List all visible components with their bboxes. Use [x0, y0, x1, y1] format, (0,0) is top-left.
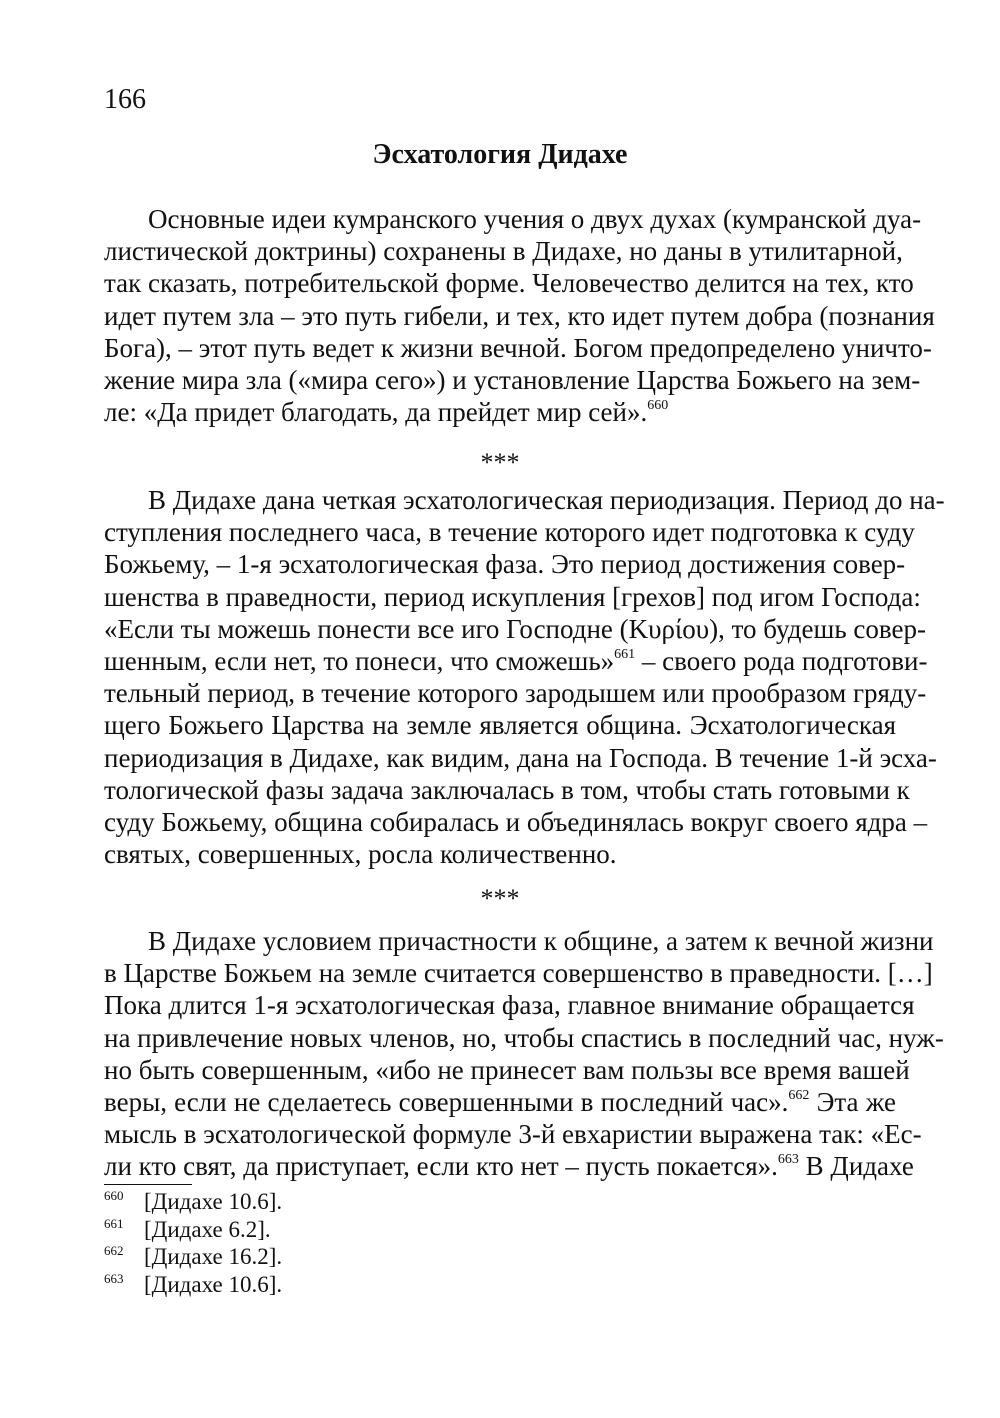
paragraph-line: так сказать, потребительской форме. Человечество делится на тех, кто	[104, 268, 914, 299]
paragraph-text: ле: «Да придет благодать, да прейдет мир сей».	[104, 397, 648, 428]
paragraph-line: щего Божьего Царства на земле является община. Эсхатологическая	[104, 710, 896, 741]
page-title: Эсхатология Дидахе	[372, 139, 628, 170]
footnote-text: [Дидахе 16.2].	[144, 1244, 283, 1269]
footnote-text: [Дидахе 6.2].	[144, 1216, 271, 1242]
paragraph-text: ли кто свят, да приступает, если кто нет – пусть покается».	[104, 1151, 778, 1182]
footnote-item: 663 [Дидахе 10.6].	[104, 1270, 283, 1297]
footnote-text: [Дидахе 10.6].	[144, 1189, 283, 1214]
paragraph-line: тельный период, в течение которого зародышем или прообразом гряду-	[104, 678, 927, 709]
footnote-item: 660 [Дидахе 10.6].	[104, 1188, 283, 1214]
paragraph-line: ступления последнего часа, в течение которого идет подготовка к суду	[104, 517, 915, 548]
paragraph-line: Бога), – этот путь ведет к жизни вечной. Богом предопределено уничто-	[104, 332, 932, 363]
page-number: 166	[104, 84, 146, 115]
footnote-text: [Дидахе 10.6].	[144, 1271, 283, 1297]
section-separator: ***	[480, 884, 520, 913]
paragraph-line: суду Божьему, община собиралась и объединялась вокруг своего ядра –	[104, 806, 928, 837]
paragraph-line: идет путем зла – это путь гибели, и тех, кто идет путем добра (познания	[104, 300, 935, 331]
paragraph-line: В Дидахе условием причастности к общине, а затем к вечной жизни	[148, 926, 934, 956]
paragraph-line: тологической фазы задача заключалась в том, чтобы стать готовыми к	[104, 774, 910, 805]
paragraph-line: шенства в праведности, период искупления [грехов] под игом Господа:	[104, 581, 921, 612]
paragraph-1	[104, 203, 935, 428]
paragraph-line: Пока длится 1-я эсхатологическая фаза, главное внимание обращается	[104, 990, 915, 1021]
paragraph-line: листической доктрины) сохранены в Дидахе, но даны в утилитарной,	[104, 236, 903, 267]
footnote-ref[interactable]: 662	[788, 1087, 810, 1103]
footnotes	[104, 1188, 896, 1298]
footnote-ref[interactable]: 661	[614, 646, 636, 662]
footnote-item: 661 [Дидахе 6.2].	[104, 1215, 271, 1242]
paragraph-text: шенным, если нет, то понеси, что сможешь»	[104, 645, 615, 676]
paragraph-line-last	[104, 396, 896, 428]
paragraph-line: мысль в эсхатологической формуле 3-й евхаристии выражена так: «Ес-	[104, 1119, 922, 1150]
footnote-ref[interactable]: 660	[647, 398, 669, 414]
paragraph-text: – своего рода подготови-	[635, 645, 928, 676]
paragraph-line: в Царстве Божьем на земле считается совершенство в праведности. […]	[104, 958, 933, 989]
paragraph-line: Божьему, – 1-я эсхатологическая фаза. Это период достижения совер-	[104, 549, 906, 580]
footnote-divider	[104, 1184, 192, 1185]
footnote-ref[interactable]: 663	[777, 1152, 799, 1168]
paragraph-line: Основные идеи кумранского учения о двух духах (кумранской дуа-	[148, 204, 922, 234]
paragraph-line: «Если ты можешь понести все иго Господне (Κυρίου), то будешь совер-	[104, 613, 926, 644]
paragraph-line: периодизация в Дидахе, как видим, дана на Господа. В течение 1-й эсха-	[104, 742, 937, 773]
paragraph-text: Эта же	[809, 1086, 896, 1117]
paragraph-line	[104, 1086, 896, 1118]
paragraph-2	[104, 484, 945, 870]
paragraph-line: жение мира зла («мира сего») и установление Царства Божьего на зем-	[104, 364, 921, 395]
paragraph-3	[104, 925, 944, 1183]
paragraph-line	[104, 1150, 914, 1182]
paragraph-text: веры, если не сделаетесь совершенными в последний час».	[104, 1086, 789, 1117]
paragraph-line: на привлечение новых членов, но, чтобы спастись в последний час, нуж-	[104, 1022, 944, 1053]
paragraph-line-last: святых, совершенных, росла количественно.	[104, 839, 617, 870]
section-separator: ***	[480, 448, 520, 477]
paragraph-line: но быть совершенным, «ибо не принесет вам пользы все время вашей	[104, 1054, 910, 1085]
paragraph-line	[104, 645, 928, 677]
paragraph-line: В Дидахе дана четкая эсхатологическая периодизация. Период до на-	[148, 485, 945, 515]
footnote-item: 662 [Дидахе 16.2].	[104, 1243, 283, 1269]
paragraph-text: В Дидахе	[798, 1151, 914, 1182]
